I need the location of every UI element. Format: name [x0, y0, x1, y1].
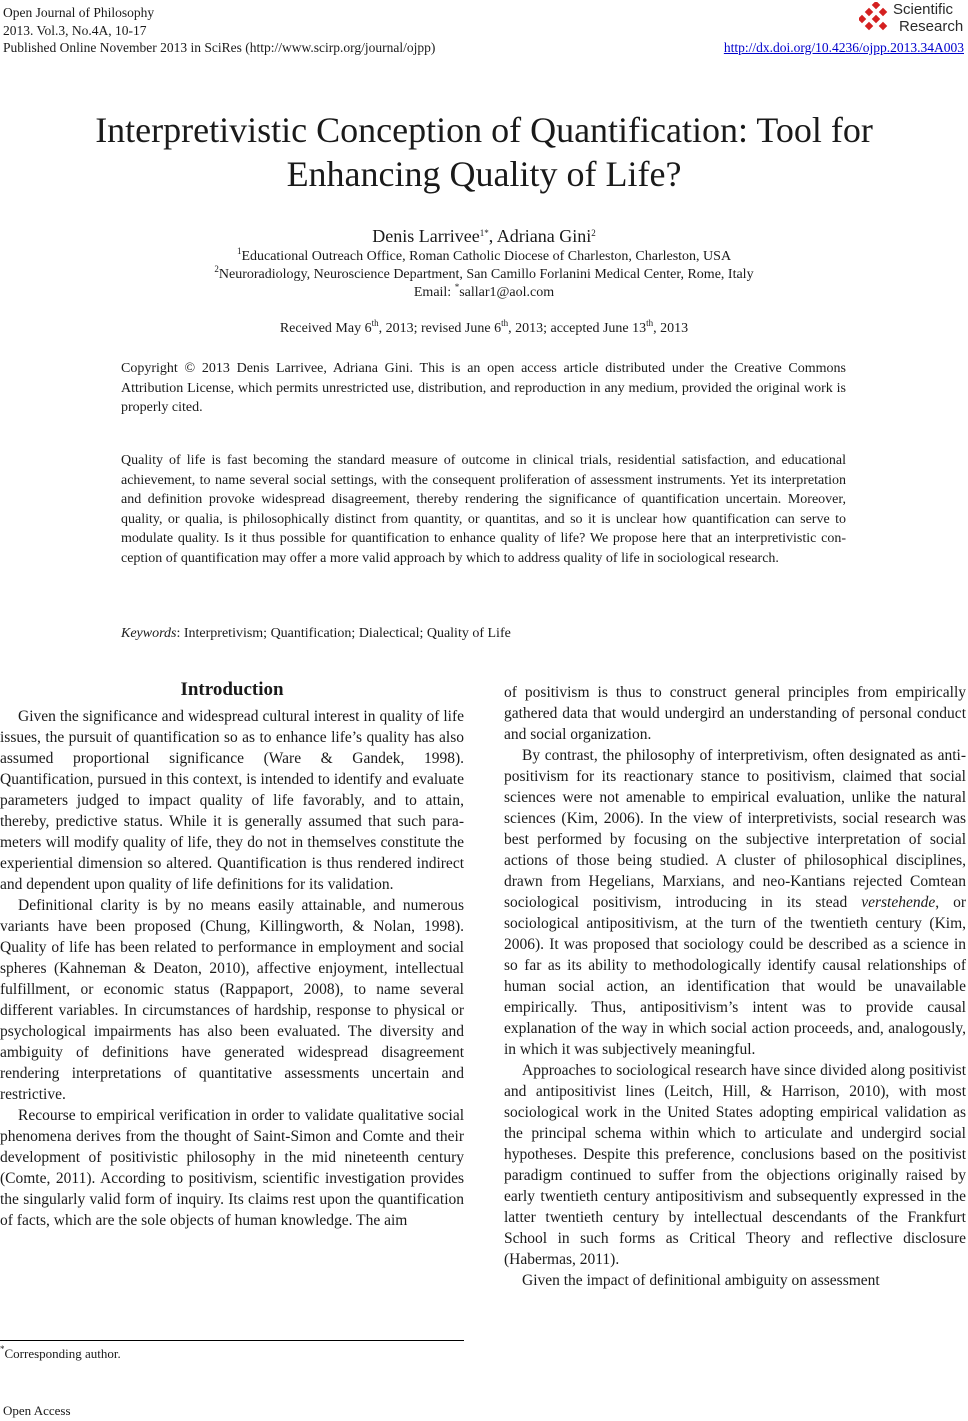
- keywords-list: : Interpretivism; Quantification; Dialectical; Quality of Life: [176, 626, 511, 641]
- affiliation: [0, 264, 968, 283]
- paragraph: [504, 745, 966, 1060]
- journal-volume: 2013. Vol.3, No.4A, 10-17: [3, 22, 147, 38]
- received-dates: [0, 318, 968, 337]
- publication-info: Published Online November 2013 in SciRes (http://www.scirp.org/journal/ojpp): [3, 40, 436, 55]
- paragraph-text: By contrast, the philosophy of interpretivism, often designated as anti-positivism for its reactionary stance to positivism, claimed that social sciences were not amenable to empirical evaluation, unlike the natural sciences (Kim, 2006). In the view of interpretivists, social research was best performed by focusing on the subjective interpretation of social actions of those being studied. A cluster of philosophical disciplines, drawn from Hegelians, Marxians, and neo-Kantians rejected Comtean sociological positivism, introducing in its stead: [504, 747, 966, 911]
- author-list: [0, 226, 968, 247]
- author-name: Adriana Gini: [496, 226, 592, 246]
- paragraph: Given the significance and widespread cultural interest in quality of life issues, the pursuit of quantification so as to enhance life’s quality has also assumed proportional significance (Ware & Gandek, 1998). Quantification, pursued in this context, is intended to identify and evaluate parameters judged to impact quality of life favorably, and to attain, thereby, predictive status. While it is generally assumed that such parameters will modify quality of life, they do not in themselves constitute the experiential dimension so altered. Quantification is thus rendered indirect and dependent upon quality of life definitions for its validation.: [0, 708, 464, 893]
- received-text: Received May 6: [279, 321, 372, 336]
- affiliation: [0, 246, 968, 265]
- email-address[interactable]: sallar1@aol.com: [459, 285, 555, 300]
- footnote-mark: *: [0, 1344, 5, 1354]
- right-column: [504, 682, 966, 1291]
- keywords-label: Keywords: [121, 626, 177, 641]
- author-separator: ,: [488, 226, 497, 246]
- italic-term: verstehende: [861, 894, 936, 911]
- ordinal-mark: th: [501, 318, 509, 328]
- affiliation-mark: 2: [214, 264, 219, 274]
- keywords: [121, 626, 511, 642]
- paragraph: Approaches to sociological research have since divided along positivist and antipositivist lines (Leitch, Hill, & Harrison, 2010), with most sociological work in the United States adopting empirical validation as the principal schema within which to articulate and undergird social hypotheses. Despite this preference, conclusions based on the positivist paradigm continued to suffer from the objections originally raised by early twentieth century antipositivism and subsequently expressed in the latter twentieth century by intellectual descendants of the Frankfurt School in such forms as Critical Theory and reflective disclosure (Habermas, 2011).: [504, 1062, 966, 1268]
- page-footer: Open Access: [3, 1403, 71, 1418]
- left-column: [0, 706, 464, 1231]
- footnote-text: Corresponding author.: [4, 1346, 121, 1361]
- email-label: Email:: [413, 285, 455, 300]
- affiliation-mark: 1: [236, 246, 242, 256]
- affiliation-text: Educational Outreach Office, Roman Catholic Diocese of Charleston, Charleston, USA: [241, 249, 732, 264]
- paragraph: Given the impact of definitional ambiguity on assessment: [522, 1272, 880, 1289]
- section-heading: Introduction: [180, 679, 284, 700]
- doi-link[interactable]: http://dx.doi.org/10.4236/ojpp.2013.34A003: [723, 40, 964, 55]
- email-mark: *: [454, 282, 460, 292]
- paragraph: Recourse to empirical verification in order to validate qualitative social phenomena derives from the thought of Saint-Simon and Comte and their development of positivistic philosophy in the mid nineteenth century (Comte, 2011). According to positivism, scientific investigation provides the singularly valid form of inquiry. Its claims rest upon the quantification of facts, which are the sole objects of human knowledge. The aim: [0, 1107, 464, 1229]
- publisher-logo: [859, 0, 964, 36]
- logo-text-research: Research: [899, 18, 964, 35]
- copyright-notice: Copyright © 2013 Denis Larrivee, Adriana Gini. This is an open access article distributed under the Creative Commons Attribution License, which permits unrestricted use, distribution, and reproduction in any medium, provided the original work is properly cited.: [121, 361, 846, 415]
- ordinal-mark: th: [371, 318, 379, 328]
- paper-title: Interpretivistic Conception of Quantification: Tool for Enhancing Quality of Life?: [95, 110, 873, 194]
- ordinal-mark: th: [646, 318, 654, 328]
- publisher-logo-icon: [859, 2, 891, 34]
- paragraph: of positivism is thus to construct general principles from empirically gathered data that would undergird an understanding of personal conduct and social organization.: [504, 684, 966, 743]
- paragraph-text: , or sociological antipositivism, at the turn of the twentieth century (Kim, 2006). It was proposed that sociology could be described as a science in so far as its ability to methodologically identify causal relationships of human social action, an identification that would be unavailable empirically. Thus, antipositivism’s intent was to provide causal explanation of the way in which social action proceeds, and, analogously, in which it was subjectively meaningful.: [504, 894, 966, 1058]
- journal-header: [3, 4, 435, 57]
- revised-text: , 2013; revised June 6: [378, 321, 502, 336]
- paragraph: Definitional clarity is by no means easily attainable, and numerous variants have been proposed (Chung, Killingworth, & Nolan, 1998). Quality of life has been related to performance in employment and social spheres (Kahneman & Deaton, 2010), affective enjoyment, intellectual fulfillment, or economic status (Rappaport, 2008), to name several different variables. In circumstances of hardship, response to physical or psychological impairments has also been evaluated. The diversity and ambiguity of definitions have generated widespread disagreement rendering interpretations of quantitative assessments uncertain and restrictive.: [0, 897, 464, 1103]
- author-name: Denis Larrivee: [372, 226, 480, 246]
- affiliation-text: Neuroradiology, Neuroscience Department, San Camillo Forlanini Medical Center, Rome, Italy: [218, 267, 754, 282]
- footnote: [0, 1346, 121, 1362]
- email-line: [0, 282, 968, 301]
- author-affil-mark: 1*: [479, 228, 489, 238]
- author-affil-mark: 2: [591, 228, 596, 238]
- footnote-divider: [0, 1340, 464, 1341]
- logo-text-scientific: Scientific: [893, 1, 954, 18]
- journal-name: Open Journal of Philosophy: [3, 5, 155, 20]
- abstract: Quality of life is fast becoming the standard measure of outcome in clinical trials, residential satisfaction, and educational achievement, to name several social settings, with the consequent proliferation of assessment instruments. Yet its interpretation and definition provoke widespread disagreement, thereby rendering the significance of quantification uncertain. Moreover, quality, or qualia, is philosophically distinct from quantity, or quantitas, and so it is unclear how quantification can serve to modulate quality. Is it thus possible for quantification to enhance quality of life? We propose here that an interpretivistic conception of quantification may offer a more valid approach by which to address quality of life in sociological research.: [121, 453, 846, 566]
- year-text: , 2013: [653, 321, 689, 336]
- accepted-text: , 2013; accepted June 13: [508, 321, 647, 336]
